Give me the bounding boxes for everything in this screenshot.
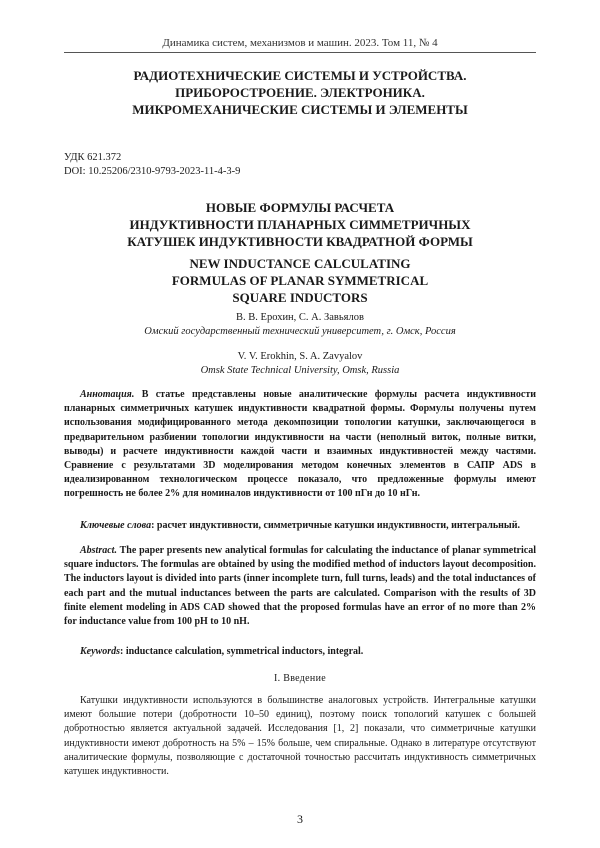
authors-en: V. V. Erokhin, S. A. Zavyalov: [237, 351, 363, 362]
keywords-ru-label: Ключевые слова: [80, 520, 152, 531]
section-heading-line: ПРИБОРОСТРОЕНИЕ. ЭЛЕКТРОНИКА.: [175, 85, 425, 100]
abstract-ru: [64, 388, 536, 502]
keywords-ru: [64, 519, 536, 533]
header-rule: [64, 52, 536, 53]
title-en-line: SQUARE INDUCTORS: [232, 290, 368, 305]
keywords-en-text: : inductance calculation, symmetrical inductors, integral.: [120, 646, 364, 657]
abstract-ru-label: Аннотация.: [80, 389, 135, 400]
title-en-line: NEW INDUCTANCE CALCULATING: [189, 256, 411, 271]
title-en-line: FORMULAS OF PLANAR SYMMETRICAL: [171, 273, 429, 288]
authors-ru: В. В. Ерохин, С. А. Завьялов: [236, 312, 364, 323]
section-heading: [60, 67, 540, 118]
page-number: 3: [297, 812, 303, 826]
running-head: Динамика систем, механизмов и машин. 2023. Том 11, № 4: [162, 37, 438, 49]
keywords-en-label: Keywords: [80, 646, 120, 657]
title-ru-line: КАТУШЕК ИНДУКТИВНОСТИ КВАДРАТНОЙ ФОРМЫ: [127, 234, 473, 249]
udc-code: УДК 621.372: [64, 152, 122, 163]
introduction-heading: I. Введение: [274, 673, 326, 684]
article-title-en: [80, 255, 520, 306]
abstract-ru-text: В статье представлены новые аналитические формулы расчета индуктивности планарных симметричных катушек индуктивности квадратной формы. Формулы получены путем использования модифицированного метода декомпозиции топологии катушки, заключающегося в предварительном разбиении топологии индуктивности на части (неполный виток, полные витки, выводы) и расчете индуктивности каждой части и взаимных индуктивностей между частями. Сравнение с результатами 3D моделирования методом конечных элементов в САПР ADS в идеализированном технологическом процессе показало, что предложенные формулы имеют погрешность не более 2% для номиналов индуктивности от 100 пГн до 10 нГн.: [64, 389, 536, 500]
affiliation-ru: Омский государственный технический университет, г. Омск, Россия: [144, 326, 456, 337]
introduction-paragraph: Катушки индуктивности используются в большинстве аналоговых устройств. Интегральные катушки имеют большие потери (добротности 10–50 единиц), поэтому поиск топологий катушек с большей добротностью является актуальной задачей. Исследования [1, 2] показали, что симметричные катушки индуктивности имеют добротность на 5% – 15% больше, чем спиральные. Однако в литературе отсутствуют аналитические формулы, позволяющие с достаточной точностью рассчитать индуктивность симметричных катушек индуктивности.: [64, 695, 536, 778]
affiliation-en: Omsk State Technical University, Omsk, Russia: [200, 365, 400, 376]
title-ru-line: НОВЫЕ ФОРМУЛЫ РАСЧЕТА: [205, 200, 395, 215]
article-title-ru: [80, 199, 520, 250]
section-heading-line: МИКРОМЕХАНИЧЕСКИЕ СИСТЕМЫ И ЭЛЕМЕНТЫ: [132, 102, 468, 117]
doi: DOI: 10.25206/2310-9793-2023-11-4-3-9: [64, 166, 241, 177]
keywords-ru-text: : расчет индуктивности, симметричные катушки индуктивности, интегральный.: [151, 520, 520, 531]
keywords-en: [64, 645, 536, 659]
title-ru-line: ИНДУКТИВНОСТИ ПЛАНАРНЫХ СИММЕТРИЧНЫХ: [129, 217, 471, 232]
section-heading-line: РАДИОТЕХНИЧЕСКИЕ СИСТЕМЫ И УСТРОЙСТВА.: [133, 68, 467, 83]
abstract-en: [64, 544, 536, 629]
abstract-en-text: The paper presents new analytical formulas for calculating the inductance of planar symmetrical square inductors. The formulas are obtained by using the modified method of inductors layout decomposition. The inductors layout is divided into parts (inner incomplete turn, full turns, leads) and the total inductances of each part and the mutual inductances between the parts are calculated. Comparison with the results of 3D finite element modeling in ADS CAD showed that the proposed formulas have an error of no more than 2% for inductance value from 100 pH to 10 nH.: [64, 545, 536, 628]
abstract-en-label: Abstract.: [80, 545, 117, 556]
